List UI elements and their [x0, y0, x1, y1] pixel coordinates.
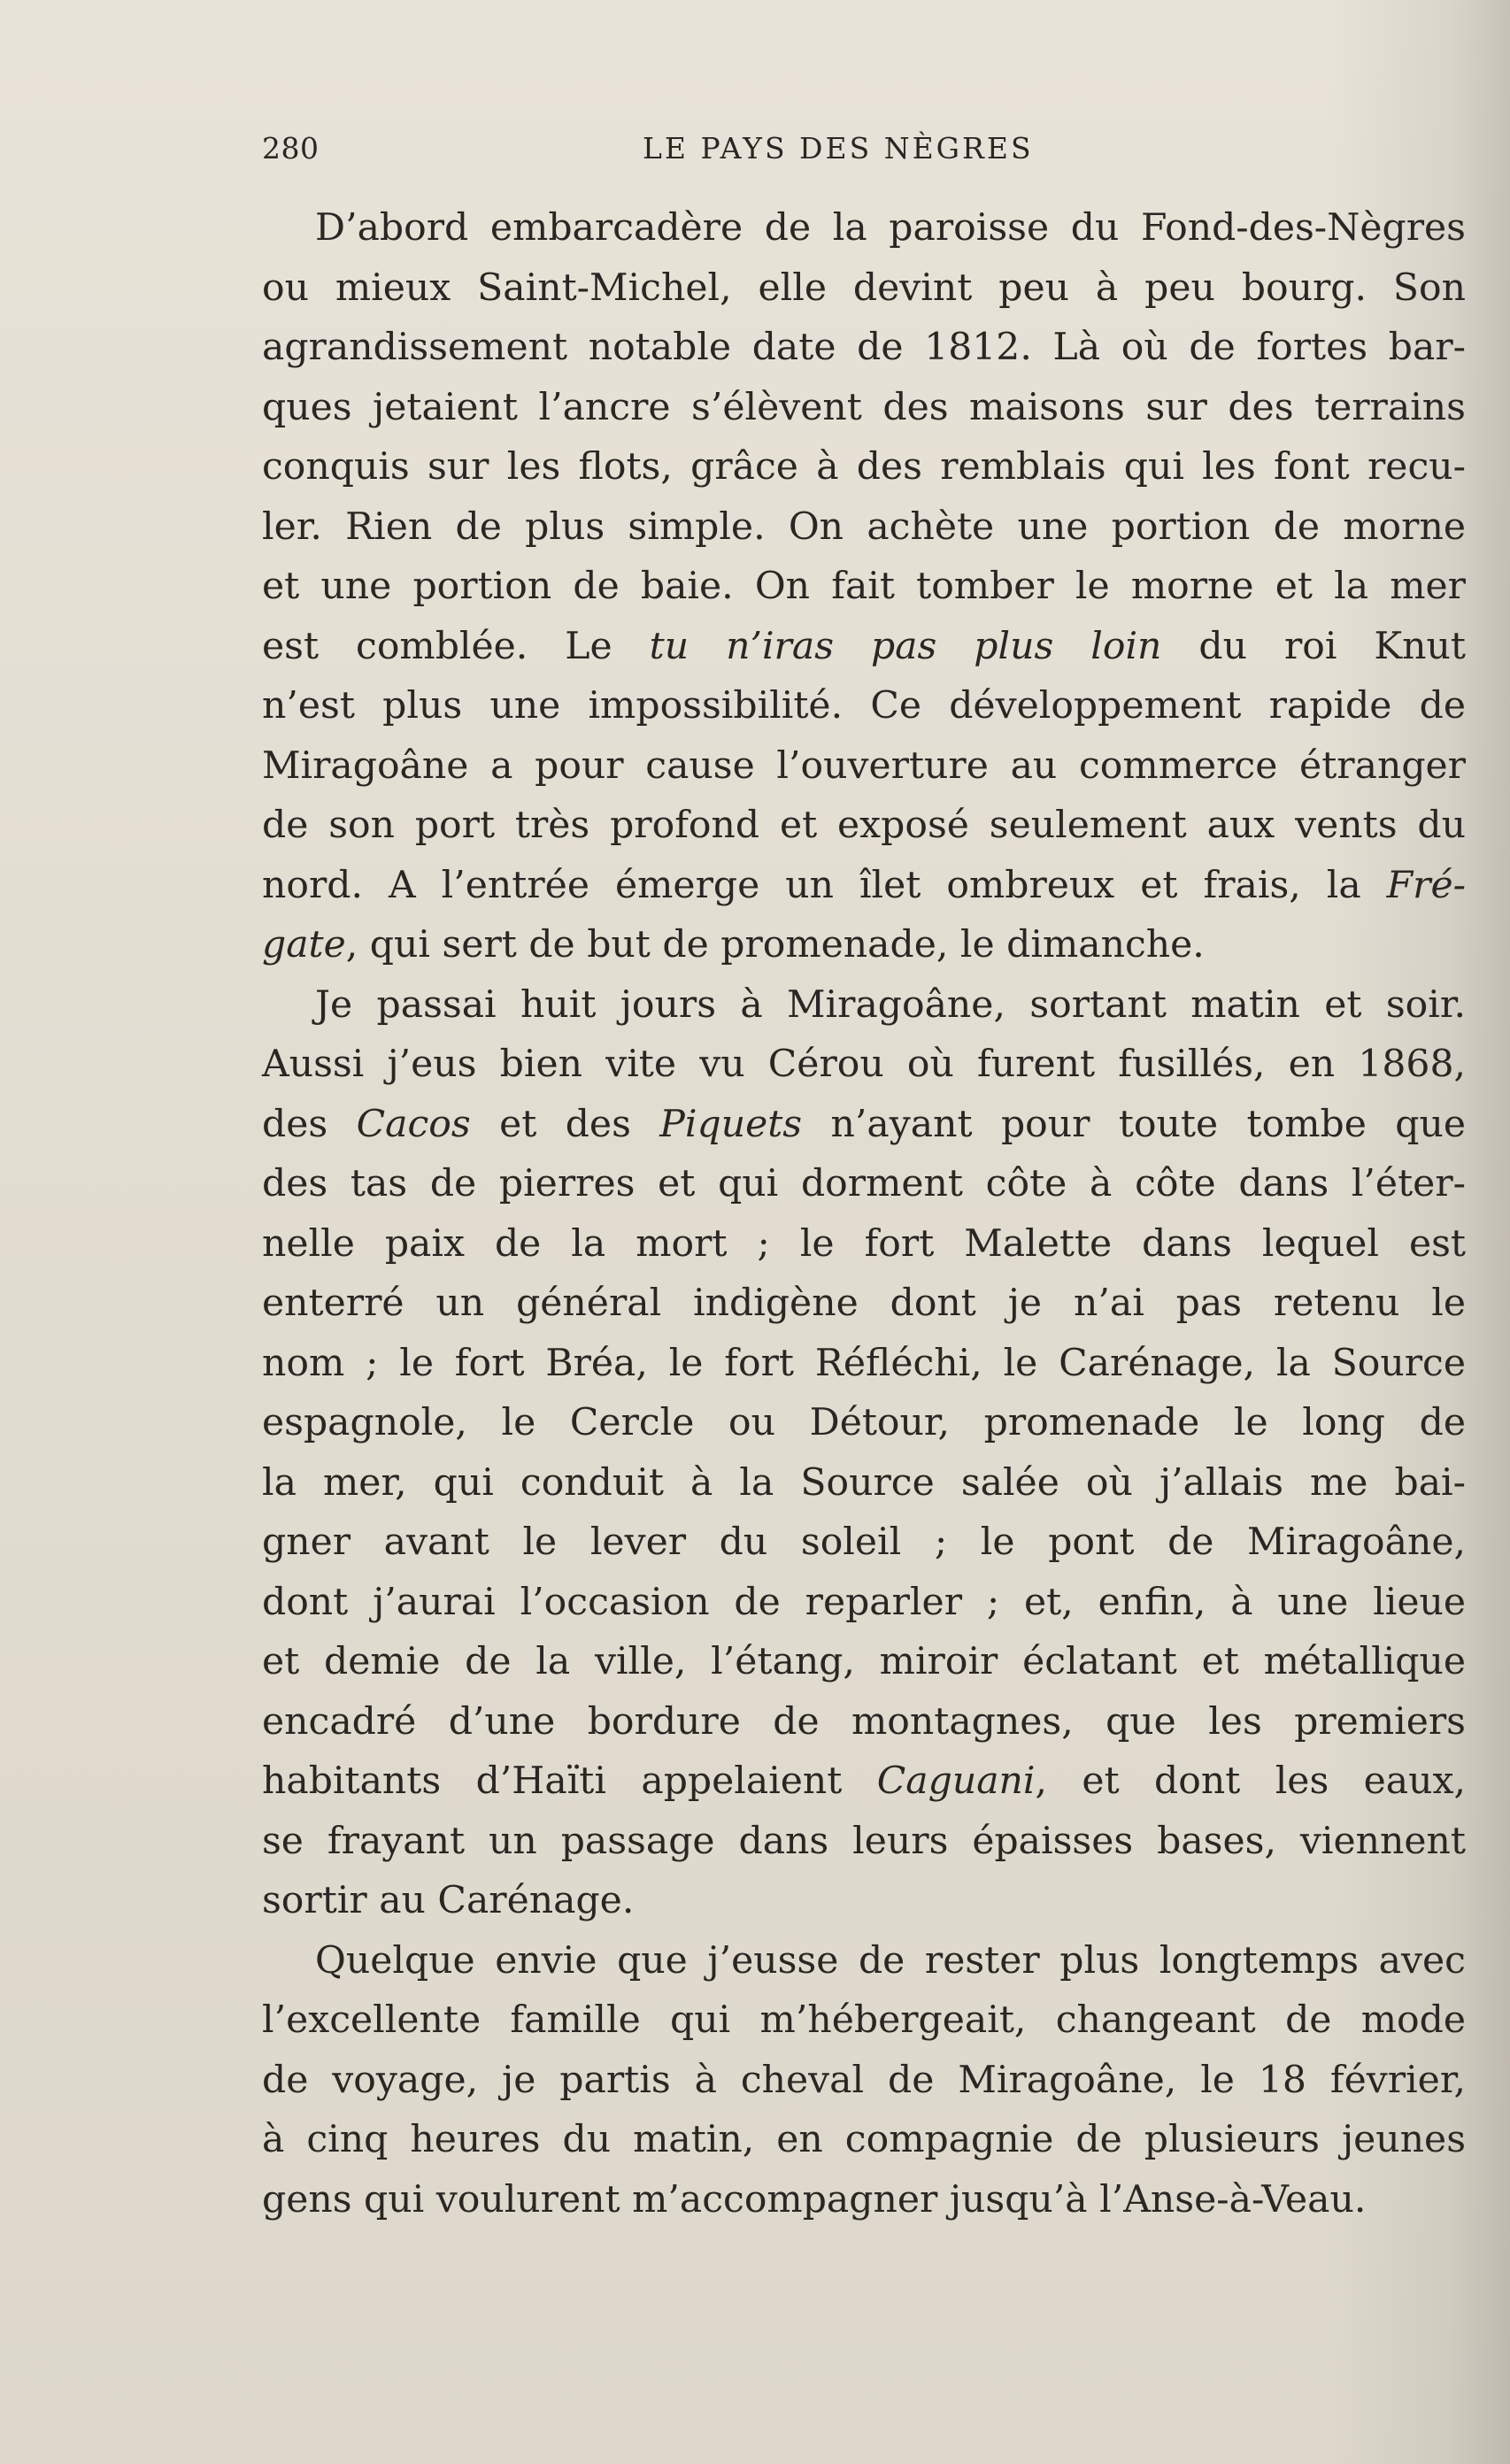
- text-line: [262, 1334, 1466, 1394]
- text-line: [262, 1035, 1466, 1095]
- text-segment: Miragoâne a pour cause l’ouverture au commerce étranger: [262, 743, 1466, 788]
- text-line: [262, 1692, 1466, 1752]
- text-segment: espagnole, le Cercle ou Détour, promenade le long de: [262, 1401, 1466, 1444]
- text-segment: et une portion de baie. On fait tomber le morne et la mer: [262, 565, 1466, 608]
- text-segment: , et dont les eaux,: [1035, 1759, 1466, 1803]
- italic-segment: Caguani: [876, 1759, 1036, 1803]
- text-line: [262, 1214, 1466, 1274]
- text-segment: gner avant le lever du soleil ; le pont de Miragoâne,: [262, 1521, 1466, 1564]
- text-segment: de son port très profond et exposé seulement aux vents du: [262, 804, 1466, 847]
- italic-segment: tu n’iras pas plus loin: [649, 624, 1162, 668]
- text-segment: des: [262, 1102, 357, 1146]
- text-line: [262, 1752, 1466, 1812]
- text-line: [262, 318, 1466, 378]
- text-line: [262, 437, 1466, 497]
- italic-segment: Fré-: [1386, 863, 1466, 907]
- text-segment: des tas de pierres et qui dorment côte à côte dans l’éter-: [262, 1162, 1466, 1205]
- text-segment: ques jetaient l’ancre s’élèvent des maisons sur des terrains: [262, 385, 1466, 429]
- text-line: [262, 2110, 1466, 2170]
- text-line: [262, 258, 1466, 319]
- text-line: [262, 2051, 1466, 2111]
- text-segment: conquis sur les flots, grâce à des remblais qui les font recu-: [262, 445, 1466, 489]
- text-segment: nord. A l’entrée émerge un îlet ombreux et frais, la: [262, 863, 1387, 907]
- body-text: [262, 198, 1466, 2229]
- text-segment: Aussi j’eus bien vite vu Cérou où furent fusillés, en 1868,: [262, 1043, 1466, 1086]
- text-segment: gens qui voulurent m’accompagner jusqu’à l’Anse-à-Veau.: [262, 2177, 1367, 2221]
- text-line: [262, 198, 1466, 258]
- text-line: [262, 1154, 1466, 1214]
- text-line: [262, 796, 1466, 856]
- paragraph: [262, 1931, 1466, 2230]
- text-line: [262, 915, 1466, 975]
- text-segment: est comblée. Le: [262, 624, 650, 668]
- text-segment: à cinq heures du matin, en compagnie de plusieurs jeunes: [262, 2118, 1466, 2161]
- text-segment: ou mieux Saint-Michel, elle devint peu à peu bourg. Son: [262, 266, 1466, 310]
- text-line: [262, 1274, 1466, 1334]
- text-segment: n’est plus une impossibilité. Ce développement rapide de: [262, 684, 1466, 728]
- text-segment: la mer, qui conduit à la Source salée où j’allais me bai-: [262, 1460, 1466, 1505]
- italic-segment: Piquets: [659, 1102, 803, 1146]
- text-line: [262, 1513, 1466, 1573]
- text-segment: agrandissement notable date de 1812. Là où de fortes bar-: [262, 326, 1466, 369]
- text-line: [262, 1931, 1466, 1991]
- running-title: LE PAYS DES NÈGRES: [643, 131, 1034, 166]
- page-number: 280: [262, 131, 320, 166]
- text-line: [262, 1990, 1466, 2051]
- text-segment: encadré d’une bordure de montagnes, que les premiers: [262, 1699, 1466, 1744]
- text-line: [262, 1453, 1466, 1513]
- text-line: [262, 1812, 1466, 1872]
- text-segment: l’excellente famille qui m’hébergeait, changeant de mode: [262, 1998, 1466, 2042]
- text-segment: habitants d’Haïti appelaient: [262, 1759, 877, 1803]
- text-line: [262, 1095, 1466, 1155]
- text-line: [262, 1393, 1466, 1453]
- running-head: [262, 131, 1466, 175]
- text-line: [262, 378, 1466, 438]
- text-line: [262, 497, 1466, 558]
- text-line: [262, 557, 1466, 617]
- text-segment: et demie de la ville, l’étang, miroir éclatant et métallique: [262, 1640, 1466, 1683]
- text-segment: nom ; le fort Bréa, le fort Réfléchi, le Carénage, la Source: [262, 1341, 1466, 1385]
- italic-segment: gate: [262, 923, 346, 966]
- text-line: [262, 676, 1466, 736]
- text-line: [262, 1871, 1466, 1931]
- text-segment: se frayant un passage dans leurs épaisses bases, viennent: [262, 1819, 1466, 1863]
- text-segment: dont j’aurai l’occasion de reparler ; et, enfin, à une lieue: [262, 1580, 1466, 1624]
- text-segment: Je passai huit jours à Miragoâne, sortant matin et soir.: [315, 982, 1466, 1027]
- text-line: [262, 736, 1466, 797]
- text-segment: n’ayant pour toute tombe que: [802, 1102, 1466, 1146]
- text-segment: Quelque envie que j’eusse de rester plus longtemps avec: [315, 1938, 1466, 1983]
- text-segment: , qui sert de but de promenade, le dimanche.: [345, 923, 1205, 966]
- text-line: [262, 1632, 1466, 1692]
- text-segment: sortir au Carénage.: [262, 1879, 635, 1922]
- text-line: [262, 975, 1466, 1036]
- text-line: [262, 856, 1466, 916]
- text-line: [262, 1573, 1466, 1633]
- paragraph: [262, 198, 1466, 975]
- text-segment: enterré un général indigène dont je n’ai pas retenu le: [262, 1282, 1466, 1325]
- italic-segment: Cacos: [356, 1102, 471, 1146]
- text-segment: du roi Knut: [1161, 624, 1466, 668]
- text-segment: de voyage, je partis à cheval de Miragoâne, le 18 février,: [262, 2058, 1466, 2102]
- text-line: [262, 617, 1466, 677]
- paragraph: [262, 975, 1466, 1931]
- text-segment: ler. Rien de plus simple. On achète une portion de morne: [262, 504, 1466, 549]
- text-line: [262, 2170, 1466, 2230]
- text-segment: D’abord embarcadère de la paroisse du Fond-des-Nègres: [315, 206, 1466, 250]
- text-segment: et des: [470, 1102, 660, 1146]
- text-segment: nelle paix de la mort ; le fort Malette dans lequel est: [262, 1221, 1466, 1266]
